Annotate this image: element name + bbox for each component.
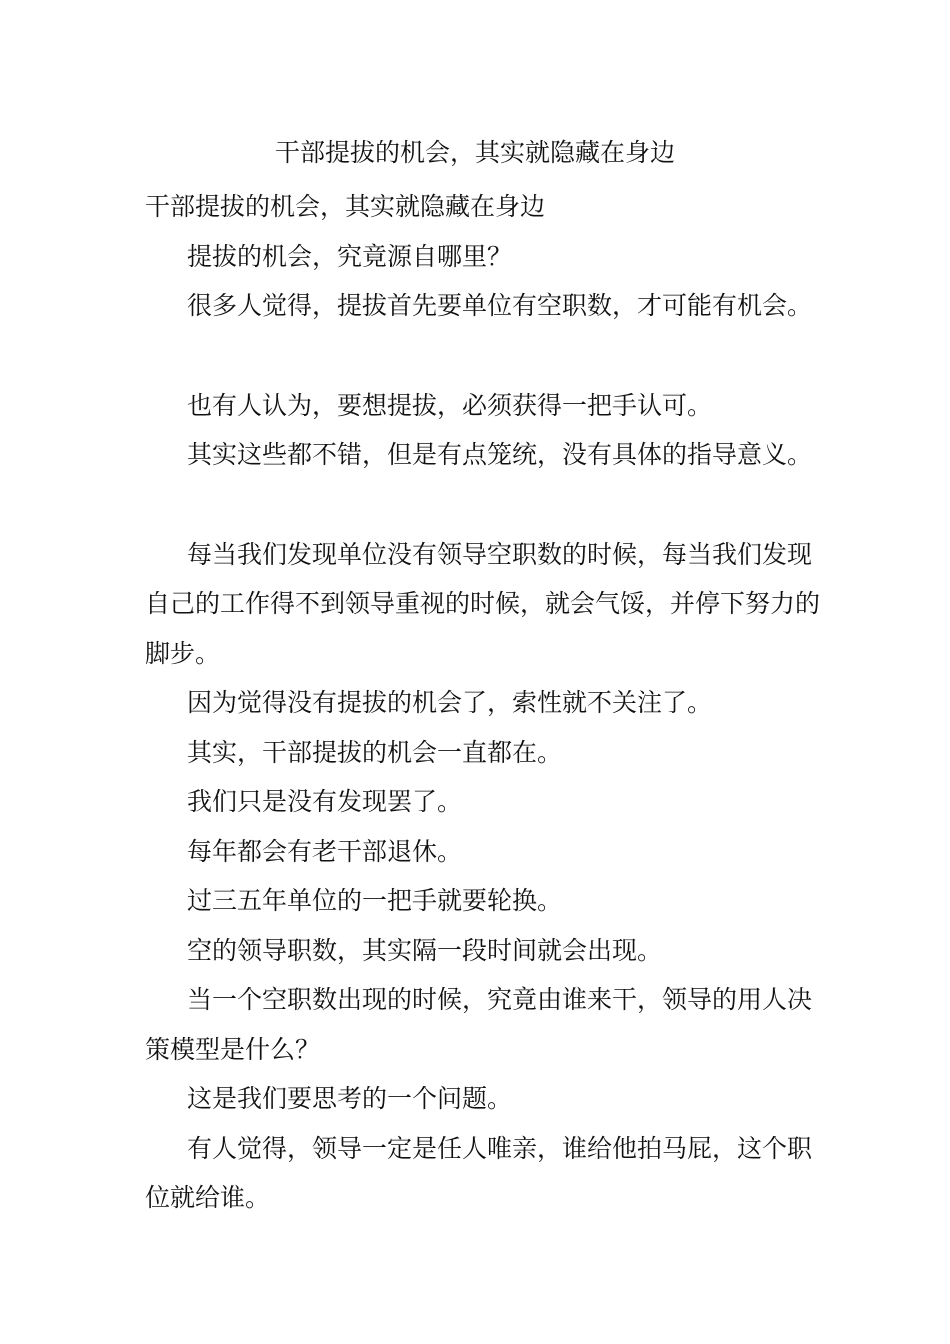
paragraph: 当一个空职数出现的时候，究竟由谁来干，领导的用人决策模型是什么？ — [145, 985, 813, 1064]
paragraph: 提拔的机会，究竟源自哪里？ — [187, 241, 513, 271]
document-body — [145, 182, 820, 1223]
paragraph: 因为觉得没有提拔的机会了，索性就不关注了。 — [187, 688, 713, 717]
paragraph-gap — [145, 480, 820, 530]
paragraph: 其实这些都不错，但是有点笼统，没有具体的指导意义。 — [187, 440, 813, 469]
paragraph: 这是我们要思考的一个问题。 — [187, 1084, 513, 1113]
paragraph-subtitle: 干部提拔的机会，其实就隐藏在身边 — [145, 192, 546, 221]
paragraph: 空的领导职数，其实隔一段时间就会出现。 — [187, 935, 663, 965]
paragraph: 有人觉得，领导一定是任人唯亲，谁给他拍马屁，这个职位就给谁。 — [145, 1133, 813, 1212]
paragraph: 每当我们发现单位没有领导空职数的时候，每当我们发现自己的工作得不到领导重视的时候，就会气馁，并停下努力的脚步。 — [145, 539, 821, 668]
paragraph: 我们只是没有发现罢了。 — [187, 787, 463, 816]
paragraph: 过三五年单位的一把手就要轮换。 — [187, 886, 563, 915]
paragraph-gap — [145, 331, 820, 381]
document-title: 干部提拔的机会，其实就隐藏在身边 — [274, 138, 675, 167]
paragraph: 每年都会有老干部退休。 — [187, 836, 463, 866]
paragraph: 其实，干部提拔的机会一直都在。 — [187, 737, 563, 767]
paragraph: 很多人觉得，提拔首先要单位有空职数，才可能有机会。 — [187, 291, 813, 320]
paragraph: 也有人认为，要想提拔，必须获得一把手认可。 — [187, 390, 713, 420]
